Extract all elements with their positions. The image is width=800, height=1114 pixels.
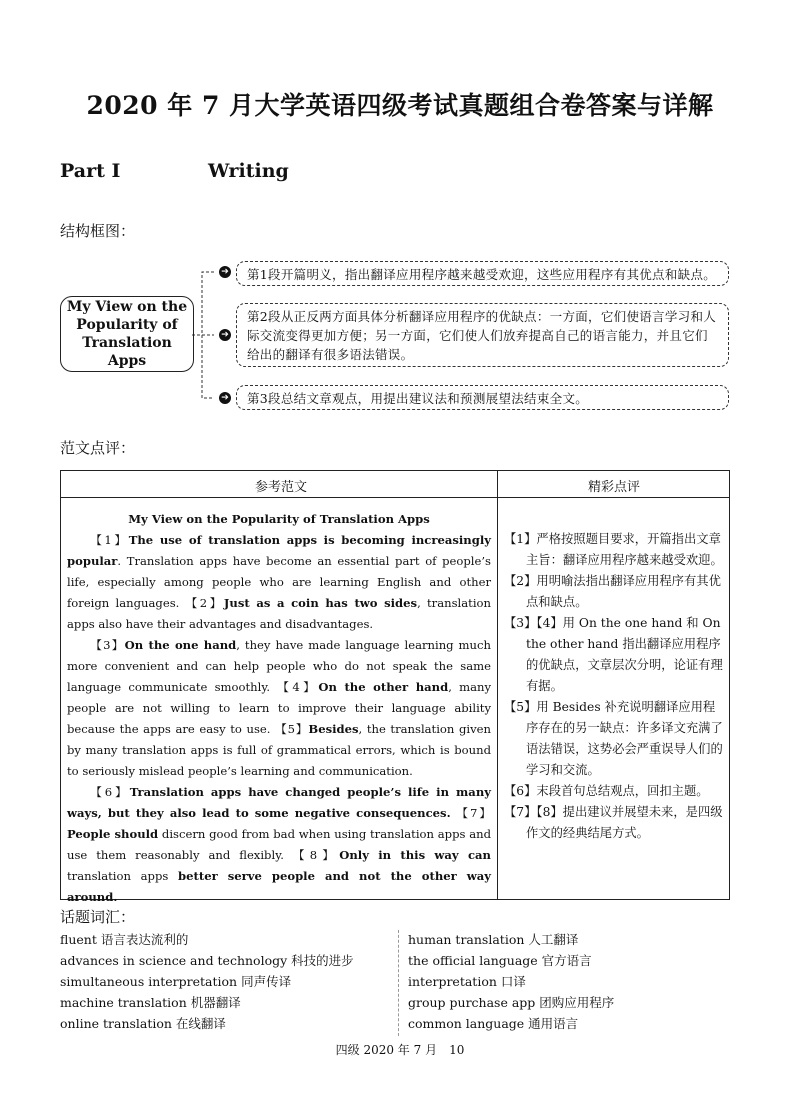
page-footer: 四级 2020 年 7 月 10 bbox=[335, 1043, 465, 1057]
essay-paragraph-2: 【3】On the one hand, they have made language learning much more convenient and can help people who do not speak the same language communicate smoothly. 【4】On the other hand, many people are not willing to learn to improve their language ability because the apps are easy to use. 【5】Besides, the translation given by many translation apps is full of grammatical errors, which is bound to seriously mislead people’s learning and communication. bbox=[67, 638, 491, 778]
comment-item: 【3】【4】用 On the one hand 和 On the other hand 指出翻译应用程序的优缺点，文章层次分明，论证有理有据。 bbox=[504, 616, 723, 693]
comment-item: 【6】末段首句总结观点，回扣主题。 bbox=[504, 784, 709, 798]
model-essay bbox=[67, 509, 491, 908]
comment-item: 【1】严格按照题目要求，开篇指出文章主旨：翻译应用程序越来越受欢迎。 bbox=[504, 532, 723, 567]
vocab-item: common language 通用语言 bbox=[408, 1016, 579, 1031]
vocab-item: human translation 人工翻译 bbox=[408, 932, 579, 947]
vocab-item: online translation 在线翻译 bbox=[60, 1016, 226, 1031]
review-label: 范文点评： bbox=[60, 439, 136, 457]
structure-center-box: My View on the Popularity of Translation Apps bbox=[60, 296, 194, 372]
comment-item: 【7】【8】提出建议并展望未来，是四级作文的经典结尾方式。 bbox=[504, 805, 723, 840]
comments-list bbox=[504, 529, 726, 844]
vocab-item: fluent 语言表达流利的 bbox=[60, 932, 189, 947]
structure-box-1: 第1段开篇明义，指出翻译应用程序越来越受欢迎，这些应用程序有其优点和缺点。 bbox=[236, 261, 729, 286]
essay-column-header: 参考范文 bbox=[255, 480, 308, 495]
review-table bbox=[60, 470, 730, 904]
part-number: Part Ⅰ bbox=[60, 160, 121, 182]
vocab-right-list bbox=[408, 929, 738, 1034]
part-name: Writing bbox=[208, 160, 289, 182]
vocab-label: 话题词汇： bbox=[60, 908, 136, 926]
arrow-right-circle-icon: ➔ bbox=[219, 329, 231, 341]
essay-paragraph-1: 【1】The use of translation apps is becoming increasingly popular. Translation apps have become an essential part of people’s life, especially among people who are learning English and other foreign languages. 【2】Just as a coin has two sides, translation apps also have their advantages and disadvantages. bbox=[67, 533, 491, 631]
arrow-right-circle-icon: ➔ bbox=[219, 392, 231, 404]
vocab-item: advances in science and technology 科技的进步 bbox=[60, 953, 354, 968]
vocab-left-list bbox=[60, 929, 390, 1034]
structure-label: 结构框图： bbox=[60, 222, 136, 240]
vocab-item: interpretation 口译 bbox=[408, 974, 526, 989]
comment-column-header: 精彩点评 bbox=[588, 480, 641, 495]
vocab-item: simultaneous interpretation 同声传译 bbox=[60, 974, 292, 989]
comment-item: 【2】用明喻法指出翻译应用程序有其优点和缺点。 bbox=[504, 574, 721, 609]
comment-item: 【5】用 Besides 补充说明翻译应用程序存在的另一缺点：许多译文充满了语法错误，这势必会严重误导人们的学习和交流。 bbox=[504, 700, 723, 777]
vocab-item: group purchase app 团购应用程序 bbox=[408, 995, 615, 1010]
essay-paragraph-3: 【6】Translation apps have changed people’s life in many ways, but they also lead to some negative consequences. 【7】People should discern good from bad when using translation apps and use them reasonably and flexibly. 【8】Only in this way can translation apps better serve people and not the other way around. bbox=[67, 785, 492, 904]
page-title: 2020 年 7 月大学英语四级考试真题组合卷答案与详解 bbox=[86, 91, 714, 120]
arrow-right-circle-icon: ➔ bbox=[219, 266, 231, 278]
vocab-divider bbox=[398, 930, 399, 1036]
vocab-item: machine translation 机器翻译 bbox=[60, 995, 241, 1010]
essay-title: My View on the Popularity of Translation Apps bbox=[128, 512, 430, 526]
structure-connector bbox=[190, 262, 240, 407]
vocab-item: the official language 官方语言 bbox=[408, 953, 592, 968]
structure-box-2: 第2段从正反两方面具体分析翻译应用程序的优缺点：一方面，它们使语言学习和人际交流变得更加方便；另一方面，它们使人们放弃提高自己的语言能力，并且它们给出的翻译有很多语法错误。 bbox=[236, 303, 729, 367]
structure-box-3: 第3段总结文章观点，用提出建议法和预测展望法结束全文。 bbox=[236, 385, 729, 410]
